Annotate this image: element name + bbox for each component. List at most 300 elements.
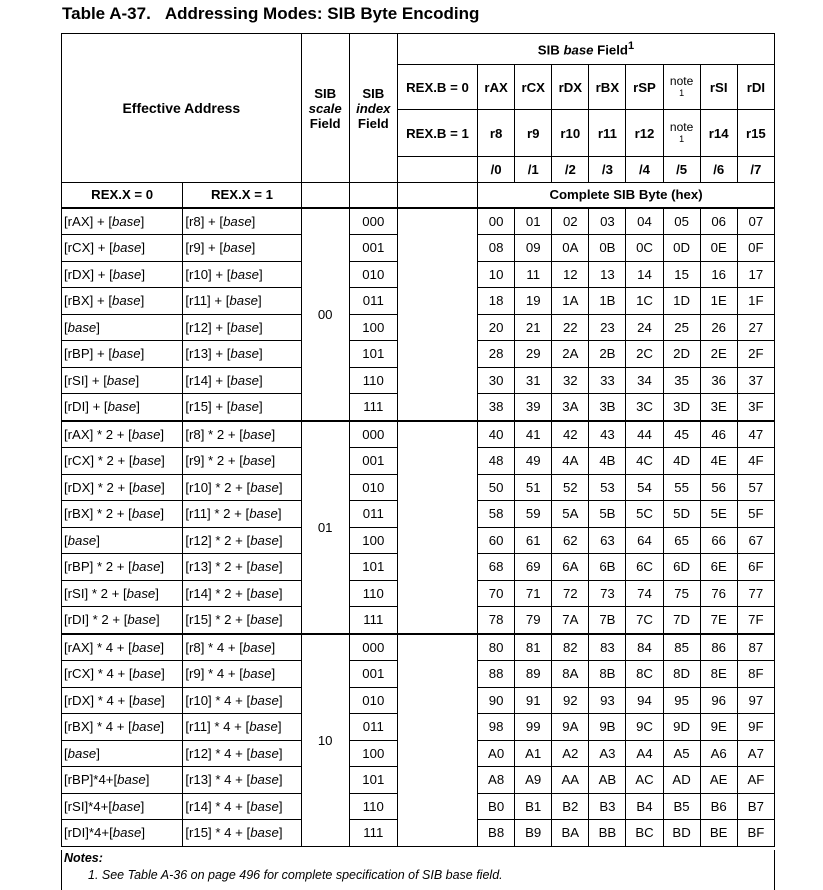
sib-hex-cell: 51 — [515, 474, 552, 501]
ea-base-word: base — [250, 559, 279, 575]
ea-text: ] — [155, 585, 159, 601]
ea-text: [rDX] * 2 + [ — [64, 479, 133, 495]
ea-text: [r11] * 4 + [ — [185, 719, 250, 735]
ea-text: ] — [251, 240, 256, 256]
scale-field-value: 10 — [301, 634, 349, 847]
sib-hex-cell: 74 — [626, 580, 663, 607]
ea-text: ] — [277, 719, 282, 735]
sib-hex-cell: A9 — [515, 767, 552, 794]
blank-cell — [397, 208, 477, 421]
ea-base-word: base — [131, 559, 161, 575]
ea-base-word: base — [126, 585, 156, 601]
ea-rex-x-1 — [183, 448, 301, 475]
ea-text: [r11] * 2 + [ — [185, 506, 250, 522]
sib-hex-cell: 7D — [663, 607, 700, 634]
ea-text: [r11] + [ — [185, 293, 230, 309]
sib-hex-cell: 40 — [478, 421, 515, 448]
table-row — [62, 421, 775, 448]
ea-text: ] — [271, 426, 276, 442]
ea-base-word: base — [250, 612, 279, 628]
sib-hex-cell: 02 — [552, 208, 589, 235]
sib-hex-cell: B4 — [626, 793, 663, 820]
ea-text: ] — [278, 585, 283, 601]
sib-hex-cell: 84 — [626, 634, 663, 661]
sib-hex-cell: B1 — [515, 793, 552, 820]
base-reg-b0: rCX — [515, 65, 552, 110]
sib-hex-cell: 08 — [478, 235, 515, 262]
sib-hex-cell: 03 — [589, 208, 626, 235]
ea-text: ] — [141, 825, 146, 841]
base-reg-b1: r14 — [700, 110, 737, 157]
index-field-value: 100 — [349, 314, 397, 341]
index-field-value: 111 — [349, 607, 397, 634]
sib-hex-cell: 0E — [700, 235, 737, 262]
sib-hex-cell: B0 — [478, 793, 515, 820]
sib-hex-cell: 55 — [663, 474, 700, 501]
sib-hex-cell: 1C — [626, 288, 663, 315]
sib-hex-cell: 98 — [478, 714, 515, 741]
ea-text: ] — [140, 293, 145, 309]
ea-text: ] — [271, 639, 276, 655]
ea-base-word: base — [117, 772, 146, 788]
ea-base-word: base — [230, 399, 260, 415]
sib-hex-cell: 1F — [737, 288, 774, 315]
effective-address-header: Effective Address — [62, 34, 302, 183]
ea-text: ] — [136, 399, 140, 415]
sib-hex-cell: 2F — [737, 341, 774, 368]
ea-text: [r14] * 2 + [ — [185, 585, 251, 601]
scale-field-value: 00 — [301, 208, 349, 421]
ea-base-word: base — [250, 745, 279, 761]
ea-base-word: base — [132, 453, 162, 469]
index-field-value: 110 — [349, 580, 397, 607]
sib-hex-cell: 50 — [478, 474, 515, 501]
base-reg-b0: rDI — [737, 65, 774, 110]
ea-text: ] — [145, 772, 150, 788]
sib-hex-cell: 0B — [589, 235, 626, 262]
index-field-value: 111 — [349, 394, 397, 421]
index-field-value: 000 — [349, 634, 397, 661]
ea-base-word: base — [67, 319, 97, 335]
ea-text: ] — [141, 240, 146, 256]
table-body — [62, 208, 775, 847]
ea-text: [rDI] + [ — [64, 399, 108, 415]
ea-text: ] — [96, 532, 100, 548]
ea-text: ] — [278, 825, 283, 841]
sib-hex-cell: 32 — [552, 367, 589, 394]
ea-text: [r10] * 4 + [ — [185, 692, 251, 708]
index-field-value: 101 — [349, 554, 397, 581]
ea-rex-x-1 — [183, 208, 301, 235]
sib-hex-cell: 28 — [478, 341, 515, 368]
ea-rex-x-0 — [62, 634, 183, 661]
index-field-value: 010 — [349, 474, 397, 501]
ea-text: [rAX] * 2 + [ — [64, 426, 132, 442]
sib-hex-cell: A2 — [552, 740, 589, 767]
ea-base-word: base — [67, 532, 97, 548]
sib-hex-cell: 2E — [700, 341, 737, 368]
sib-hex-cell: A8 — [478, 767, 515, 794]
sib-hex-cell: 75 — [663, 580, 700, 607]
sib-hex-cell: 0D — [663, 235, 700, 262]
ea-base-word: base — [242, 666, 272, 682]
ea-text: ] — [278, 745, 283, 761]
ea-rex-x-0 — [62, 421, 183, 448]
ea-text: ] — [271, 453, 276, 469]
ea-rex-x-1 — [183, 767, 301, 794]
ea-rex-x-0 — [62, 554, 183, 581]
sib-hex-cell: BD — [663, 820, 700, 847]
sib-hex-cell: 53 — [589, 474, 626, 501]
blank-cell — [397, 634, 477, 847]
sib-hex-cell: A7 — [737, 740, 774, 767]
sib-hex-cell: 38 — [478, 394, 515, 421]
sib-hex-cell: 0A — [552, 235, 589, 262]
ea-text: [rAX] + [ — [64, 213, 113, 229]
sib-hex-cell: 3B — [589, 394, 626, 421]
ea-text: ] — [160, 426, 165, 442]
ea-text: ] — [140, 346, 145, 362]
sib-hex-cell: BA — [552, 820, 589, 847]
sib-hex-cell: 05 — [663, 208, 700, 235]
sib-hex-cell: 9E — [700, 714, 737, 741]
sib-hex-cell: AA — [552, 767, 589, 794]
ea-base-word: base — [250, 479, 279, 495]
ea-rex-x-1 — [183, 661, 301, 688]
ea-text: [r9] * 4 + [ — [185, 666, 243, 682]
sib-hex-cell: A4 — [626, 740, 663, 767]
sib-hex-cell: 45 — [663, 421, 700, 448]
sib-hex-cell: 00 — [478, 208, 515, 235]
ea-text: [rCX] * 4 + [ — [64, 666, 133, 682]
sib-hex-cell: 78 — [478, 607, 515, 634]
sib-hex-cell: 5C — [626, 501, 663, 528]
sib-hex-cell: 93 — [589, 687, 626, 714]
ea-text: [r14] + [ — [185, 372, 231, 388]
ea-text: ] — [277, 506, 282, 522]
sib-hex-cell: BC — [626, 820, 663, 847]
ea-base-word: base — [127, 612, 157, 628]
sib-hex-cell: 6B — [589, 554, 626, 581]
ea-rex-x-1 — [183, 288, 301, 315]
ea-text: [rCX] + [ — [64, 240, 113, 256]
ea-base-word: base — [242, 639, 272, 655]
ea-base-word: base — [132, 692, 162, 708]
sib-hex-cell: 64 — [626, 527, 663, 554]
ea-base-word: base — [223, 213, 252, 229]
ea-text: [rBX] * 4 + [ — [64, 719, 132, 735]
sib-hex-cell: BF — [737, 820, 774, 847]
sib-hex-cell: 5E — [700, 501, 737, 528]
ea-rex-x-0 — [62, 474, 183, 501]
table-title-text: Addressing Modes: SIB Byte Encoding — [164, 4, 480, 23]
ea-rex-x-1 — [183, 474, 301, 501]
rex-x-1-header: REX.X = 1 — [183, 183, 301, 208]
ea-text: [rBP] * 2 + [ — [64, 559, 132, 575]
ea-text: [rCX] * 2 + [ — [64, 453, 133, 469]
ea-base-word: base — [230, 372, 260, 388]
index-field-value: 010 — [349, 261, 397, 288]
ea-rex-x-0 — [62, 714, 183, 741]
ea-text: ] — [140, 213, 145, 229]
ea-text: [rDI]*4+[ — [64, 825, 113, 841]
ea-rex-x-1 — [183, 367, 301, 394]
sib-hex-cell: 1D — [663, 288, 700, 315]
sib-hex-cell: 5A — [552, 501, 589, 528]
slot-label: /7 — [737, 157, 774, 183]
sib-hex-cell: 29 — [515, 341, 552, 368]
ea-text: ] — [160, 719, 165, 735]
ea-text: ] — [161, 479, 165, 495]
sib-hex-cell: 34 — [626, 367, 663, 394]
sib-hex-cell: 6A — [552, 554, 589, 581]
sib-hex-cell: 0C — [626, 235, 663, 262]
ea-base-word: base — [131, 506, 161, 522]
sib-hex-cell: 01 — [515, 208, 552, 235]
ea-text: ] — [160, 506, 165, 522]
sib-hex-cell: 04 — [626, 208, 663, 235]
sib-hex-cell: 82 — [552, 634, 589, 661]
ea-rex-x-1 — [183, 580, 301, 607]
ea-text: ] — [258, 293, 262, 309]
ea-base-word: base — [230, 319, 260, 335]
sib-hex-cell: 47 — [737, 421, 774, 448]
sib-hex-cell: 14 — [626, 261, 663, 288]
sib-hex-cell: A5 — [663, 740, 700, 767]
ea-rex-x-1 — [183, 394, 301, 421]
sib-hex-cell: 8A — [552, 661, 589, 688]
ea-text: ] — [96, 745, 100, 761]
sib-hex-cell: B7 — [737, 793, 774, 820]
sib-hex-cell: 9F — [737, 714, 774, 741]
ea-rex-x-0 — [62, 740, 183, 767]
rex-b-1-label: REX.B = 1 — [397, 110, 477, 157]
sib-hex-cell: 95 — [663, 687, 700, 714]
sib-hex-cell: 8C — [626, 661, 663, 688]
sib-hex-cell: 5B — [589, 501, 626, 528]
index-field-value: 000 — [349, 208, 397, 235]
sib-hex-cell: 46 — [700, 421, 737, 448]
ea-rex-x-1 — [183, 554, 301, 581]
sib-hex-cell: 4F — [737, 448, 774, 475]
ea-text: [r13] + [ — [185, 346, 231, 362]
index-field-value: 110 — [349, 367, 397, 394]
sib-hex-cell: B6 — [700, 793, 737, 820]
ea-text: [rBP] + [ — [64, 346, 113, 362]
sib-hex-cell: 4D — [663, 448, 700, 475]
ea-rex-x-1 — [183, 341, 301, 368]
ea-base-word: base — [112, 825, 142, 841]
sib-hex-cell: 86 — [700, 634, 737, 661]
ea-text: ] — [271, 666, 276, 682]
sib-hex-cell: 6C — [626, 554, 663, 581]
ea-base-word: base — [230, 266, 260, 282]
index-field-value: 111 — [349, 820, 397, 847]
ea-text: [ — [64, 319, 68, 335]
notes-title: Notes: — [64, 851, 103, 865]
sib-hex-cell: 83 — [589, 634, 626, 661]
ea-rex-x-0 — [62, 314, 183, 341]
sib-hex-cell: AB — [589, 767, 626, 794]
ea-base-word: base — [250, 532, 279, 548]
ea-text: ] — [278, 612, 283, 628]
ea-text: ] — [161, 692, 165, 708]
slot-label: /5 — [663, 157, 700, 183]
ea-rex-x-1 — [183, 314, 301, 341]
ea-text: [rDI] * 2 + [ — [64, 612, 128, 628]
sib-hex-cell: 73 — [589, 580, 626, 607]
ea-text: ] — [259, 266, 263, 282]
ea-text: ] — [251, 213, 256, 229]
index-field-value: 000 — [349, 421, 397, 448]
sib-hex-cell: 30 — [478, 367, 515, 394]
sib-scale-field-header: SIB scale Field — [301, 34, 349, 183]
sib-hex-cell: 1B — [589, 288, 626, 315]
ea-text: [r8] + [ — [185, 213, 224, 229]
ea-base-word: base — [249, 506, 278, 522]
sib-hex-cell: 71 — [515, 580, 552, 607]
sib-hex-cell: 27 — [737, 314, 774, 341]
ea-rex-x-0 — [62, 394, 183, 421]
sib-hex-cell: 9A — [552, 714, 589, 741]
sib-hex-cell: 59 — [515, 501, 552, 528]
sib-hex-cell: 1A — [552, 288, 589, 315]
sib-hex-cell: 91 — [515, 687, 552, 714]
sib-hex-cell: 6E — [700, 554, 737, 581]
index-field-value: 011 — [349, 714, 397, 741]
ea-rex-x-1 — [183, 793, 301, 820]
ea-rex-x-0 — [62, 367, 183, 394]
sib-hex-cell: 8B — [589, 661, 626, 688]
ea-text: ] — [278, 479, 283, 495]
sib-hex-cell: 5D — [663, 501, 700, 528]
sib-hex-cell: 3F — [737, 394, 774, 421]
ea-base-word: base — [131, 719, 161, 735]
ea-text: [r15] * 4 + [ — [185, 825, 251, 841]
ea-rex-x-0 — [62, 288, 183, 315]
sib-hex-cell: 4C — [626, 448, 663, 475]
ea-base-word: base — [229, 293, 259, 309]
blank-cell — [349, 183, 397, 208]
sib-hex-cell: 7E — [700, 607, 737, 634]
sib-hex-cell: A6 — [700, 740, 737, 767]
ea-text: ] — [259, 399, 263, 415]
ea-rex-x-1 — [183, 501, 301, 528]
ea-base-word: base — [107, 399, 137, 415]
sib-hex-cell: 18 — [478, 288, 515, 315]
sib-hex-cell: 36 — [700, 367, 737, 394]
sib-hex-cell: 79 — [515, 607, 552, 634]
sib-hex-cell: 21 — [515, 314, 552, 341]
sib-hex-cell: 11 — [515, 261, 552, 288]
ea-rex-x-1 — [183, 527, 301, 554]
ea-base-word: base — [131, 639, 161, 655]
sib-hex-cell: AC — [626, 767, 663, 794]
ea-text: [r15] * 2 + [ — [185, 612, 251, 628]
sib-hex-cell: 0F — [737, 235, 774, 262]
sib-hex-cell: 90 — [478, 687, 515, 714]
ea-text: ] — [161, 666, 165, 682]
ea-text: ] — [259, 319, 263, 335]
ea-base-word: base — [132, 479, 162, 495]
index-field-value: 011 — [349, 288, 397, 315]
ea-text: ] — [135, 372, 140, 388]
sib-hex-cell: 7A — [552, 607, 589, 634]
ea-text: [rAX] * 4 + [ — [64, 639, 132, 655]
sib-hex-cell: B2 — [552, 793, 589, 820]
sib-hex-cell: 96 — [700, 687, 737, 714]
sib-hex-cell: 3E — [700, 394, 737, 421]
rex-x-0-header: REX.X = 0 — [62, 183, 183, 208]
ea-text: [r13] * 4 + [ — [185, 772, 251, 788]
ea-rex-x-1 — [183, 714, 301, 741]
sib-hex-cell: BB — [589, 820, 626, 847]
table-row — [62, 634, 775, 661]
table-row — [62, 208, 775, 235]
ea-base-word: base — [250, 692, 279, 708]
ea-text: ] — [278, 772, 283, 788]
ea-text: [r10] + [ — [185, 266, 231, 282]
sib-hex-cell: 39 — [515, 394, 552, 421]
index-field-value: 100 — [349, 740, 397, 767]
ea-rex-x-1 — [183, 687, 301, 714]
index-field-value: 101 — [349, 341, 397, 368]
ea-rex-x-0 — [62, 261, 183, 288]
index-field-value: 101 — [349, 767, 397, 794]
sib-hex-cell: 5F — [737, 501, 774, 528]
ea-text: ] — [156, 612, 160, 628]
blank-cell — [397, 157, 477, 183]
sib-hex-cell: 94 — [626, 687, 663, 714]
sib-hex-cell: 2B — [589, 341, 626, 368]
index-field-value: 011 — [349, 501, 397, 528]
ea-text: ] — [259, 346, 263, 362]
sib-hex-cell: 68 — [478, 554, 515, 581]
sib-hex-cell: 9D — [663, 714, 700, 741]
ea-base-word: base — [132, 666, 162, 682]
ea-base-word: base — [112, 266, 142, 282]
ea-text: [rBX] + [ — [64, 293, 113, 309]
base-reg-b1: r11 — [589, 110, 626, 157]
sib-hex-cell: 8D — [663, 661, 700, 688]
sib-hex-cell: 76 — [700, 580, 737, 607]
sib-hex-cell: 41 — [515, 421, 552, 448]
sib-hex-cell: 6D — [663, 554, 700, 581]
ea-base-word: base — [250, 825, 279, 841]
ea-text: [r12] + [ — [185, 319, 231, 335]
sib-hex-cell: AD — [663, 767, 700, 794]
slot-label: /0 — [478, 157, 515, 183]
sib-hex-cell: 15 — [663, 261, 700, 288]
ea-rex-x-0 — [62, 607, 183, 634]
sib-hex-cell: 20 — [478, 314, 515, 341]
sib-hex-cell: 33 — [589, 367, 626, 394]
sib-hex-cell: 17 — [737, 261, 774, 288]
ea-base-word: base — [112, 293, 141, 309]
sib-hex-cell: 3A — [552, 394, 589, 421]
ea-rex-x-0 — [62, 235, 183, 262]
ea-text: ] — [278, 692, 283, 708]
ea-rex-x-1 — [183, 607, 301, 634]
sib-base-field-header: SIB base Field$^1$ — [397, 34, 774, 65]
base-reg-b0: rSI — [700, 65, 737, 110]
ea-base-word: base — [223, 240, 252, 256]
sib-hex-cell: 87 — [737, 634, 774, 661]
ea-base-word: base — [106, 372, 136, 388]
sib-hex-cell: 80 — [478, 634, 515, 661]
sib-hex-cell: A0 — [478, 740, 515, 767]
sib-hex-cell: 88 — [478, 661, 515, 688]
